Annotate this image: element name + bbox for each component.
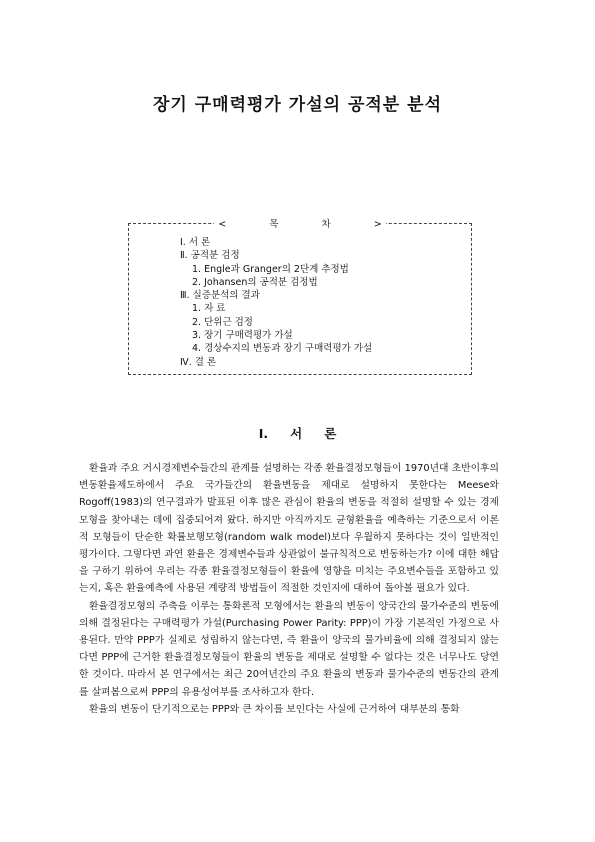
toc-item: 4. 경상수지의 변동과 장기 구매력평가 가설 — [192, 343, 373, 355]
toc-item: Ⅳ. 결 론 — [180, 356, 217, 368]
body-paragraph: 환율결정모형의 주축을 이루는 통화론적 모형에서는 환율의 변동이 양국간의 물가수준의 변동에 의해 결정된다는 구매력평가 가설(Purchasing Power Parity: PPP)이 가장 기본적인 가정으로 사용된다. 만약 PPP가 실제로 성립하지 않는다면, 즉 환율이 양국의 물가비율에 의해 결정되지 않는다면 PPP에 근거한 환율결정모형들이 환율의 변동을 제대로 설명할 수 없다는 것은 너무나도 당연한 것이다. 따라서 본 연구에서는 최근 20여년간의 주요 환율의 변동과 물가수준의 변동간의 관계를 살펴봄으로써 PPP의 유용성여부를 조사하고자 한다. — [79, 600, 499, 698]
section-number: Ⅰ. — [258, 426, 269, 441]
section-heading — [0, 424, 595, 442]
section-title-part: 론 — [324, 426, 337, 441]
toc-item: 2. 단위근 검정 — [192, 316, 253, 328]
body-paragraph: 환율의 변동이 단기적으로는 PPP와 큰 차이를 보인다는 사실에 근거하여 대부분의 통화 — [89, 703, 460, 715]
table-of-contents — [128, 219, 472, 375]
toc-list — [180, 236, 372, 369]
toc-heading: < 목 차 > — [214, 219, 385, 230]
section-title-part: 서 — [290, 426, 303, 441]
paper-title: 장기 구매력평가 가설의 공적분 분석 — [152, 95, 442, 115]
body-paragraph: 환율과 주요 거시경제변수들간의 관계를 설명하는 각종 환율결정모형들이 1970년대 초반이후의 변동환율제도하에서 주요 국가들간의 환율변동을 제대로 설명하지 못한다는 Meese와 Rogoff(1983)의 연구결과가 발표된 이후 많은 관심이 환율의 변동을 적절히 설명할 수 있는 경제모형을 찾아내는 데에 집중되어져 왔다. 하지만 아직까지도 균형환율을 예측하는 기준으로서 이론적 모형들이 단순한 확률보행모형(random walk model)보다 우월하지 못하다는 것이 일반적인 평가이다. 그렇다면 과연 환율은 경제변수들과 상관없이 불규칙적으로 변동하는가? 이에 대한 해답을 구하기 위하여 우리는 각종 환율결정모형들이 환율에 영향을 미치는 주요변수들을 포함하고 있는지, 혹은 환율예측에 사용된 계량적 방법들이 적절한 것인지에 대하여 돌아볼 필요가 있다. — [79, 463, 499, 595]
toc-item: 1. 자 료 — [192, 303, 226, 315]
toc-item: 3. 장기 구매력평가 가설 — [192, 330, 293, 342]
toc-item: 2. Johansen의 공적분 검정법 — [192, 276, 318, 288]
toc-item: Ⅲ. 실증분석의 결과 — [180, 290, 260, 302]
body-text — [79, 460, 499, 718]
toc-item: Ⅱ. 공적분 검정 — [180, 250, 240, 262]
toc-item: Ⅰ. 서 론 — [180, 237, 211, 248]
toc-item: 1. Engle과 Granger의 2단계 추정법 — [192, 263, 349, 275]
